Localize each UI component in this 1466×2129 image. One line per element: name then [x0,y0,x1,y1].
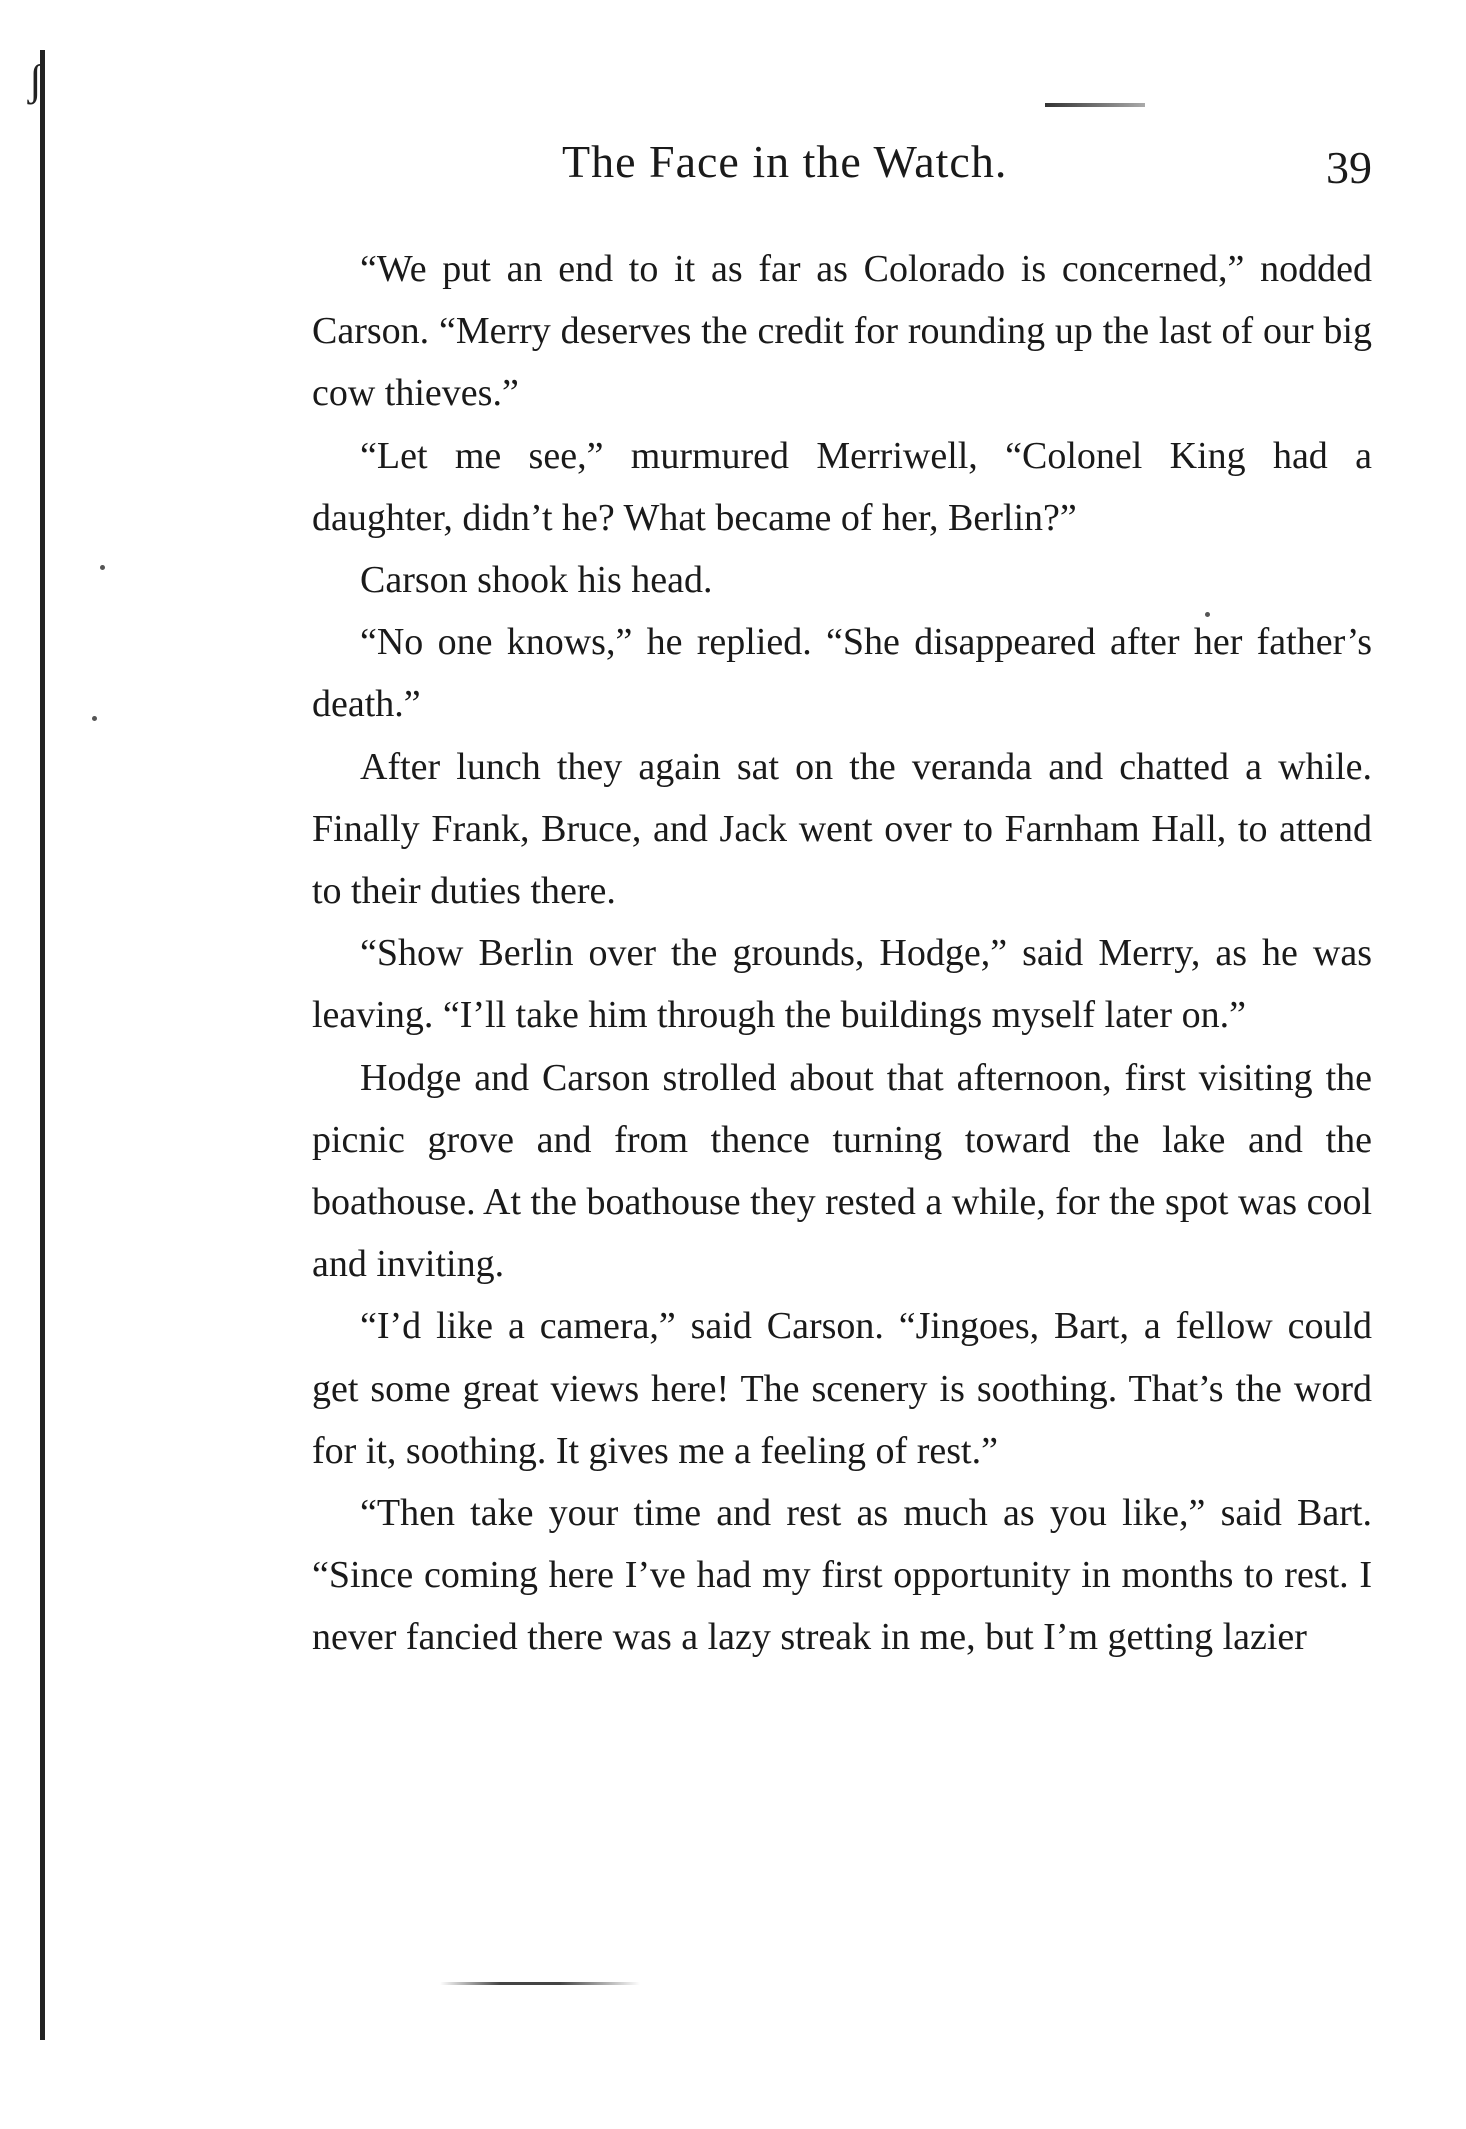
paragraph: “Then take your time and rest as much as you like,” said Bart. “Since coming here I’ve had my first opportunity in months to rest. I never fancied there was a lazy streak in me, but I’m getting lazier [312,1492,1372,1659]
paragraph: “Let me see,” murmured Merriwell, “Colonel King had a daughter, didn’t he? What became of her, Berlin?” [312,434,1372,539]
running-title: The Face in the Watch. [562,136,1008,187]
page-number: 39 [1326,142,1372,193]
binding-edge [40,50,45,2040]
paragraph: “We put an end to it as far as Colorado is concerned,” nodded Carson. “Merry deserves the credit for rounding up the last of our big cow thieves.” [312,248,1372,415]
running-head [312,135,1372,205]
paragraph: Hodge and Carson strolled about that afternoon, first visiting the picnic grove and from thence turning toward the lake and the boathouse. At the boathouse they rested a while, for the spot was cool and inviting. [312,1056,1372,1286]
speck [100,565,105,570]
paragraph: After lunch they again sat on the veranda and chatted a while. Finally Frank, Bruce, and Jack went over to Farnham Hall, to attend to their duties there. [312,745,1372,913]
footer-rule [440,1982,640,1985]
paragraph: “I’d like a camera,” said Carson. “Jingoes, Bart, a fellow could get some great views here! The scenery is soothing. That’s the word for it, soothing. It gives me a feeling of rest.” [312,1305,1372,1472]
binding-mark: ʃ [28,56,43,105]
speck [92,716,97,721]
paragraph: “Show Berlin over the grounds, Hodge,” said Merry, as he was leaving. “I’ll take him through the buildings myself later on.” [312,932,1372,1037]
header-dash [1045,103,1145,107]
paragraph: “No one knows,” he replied. “She disappeared after her father’s death.” [312,621,1372,726]
paragraph: Carson shook his head. [360,559,713,602]
body-text [312,238,1372,1669]
